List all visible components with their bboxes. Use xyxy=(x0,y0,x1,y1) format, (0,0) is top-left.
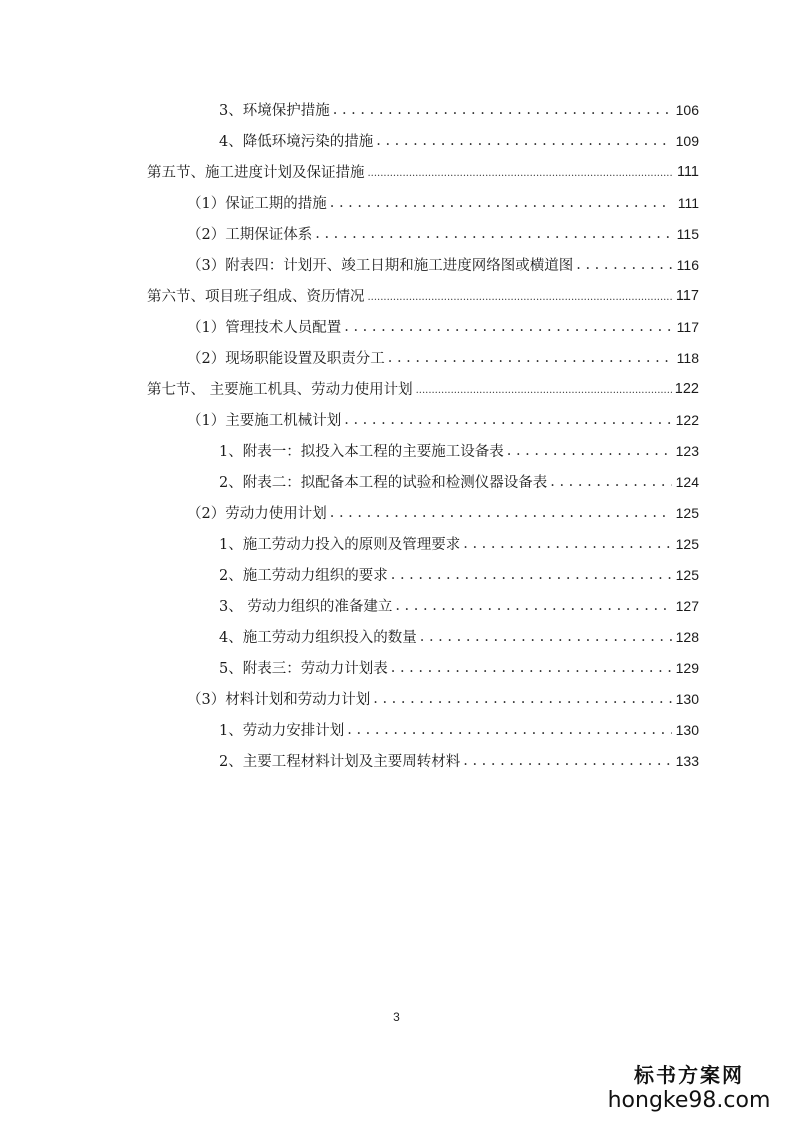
toc-entry[interactable] xyxy=(0,125,793,156)
toc-dot-leader xyxy=(344,411,672,429)
table-of-contents xyxy=(0,94,793,776)
toc-entry[interactable] xyxy=(0,280,793,311)
toc-dot-leader xyxy=(463,752,672,770)
toc-entry[interactable] xyxy=(0,404,793,435)
toc-entry-page: 116 xyxy=(676,256,699,273)
toc-dot-leader xyxy=(344,318,672,336)
toc-dot-leader xyxy=(376,132,672,150)
toc-entry-title: 2、附表二：拟配备本工程的试验和检测仪器设备表 xyxy=(219,475,548,491)
toc-entry[interactable] xyxy=(0,187,793,218)
toc-entry-page: 115 xyxy=(676,225,699,242)
toc-entry[interactable] xyxy=(0,466,793,497)
toc-entry-title: 2、施工劳动力组织的要求 xyxy=(219,568,388,584)
toc-entry-page: 125 xyxy=(675,535,699,552)
watermark-url: hongke98.com xyxy=(607,1088,771,1113)
toc-entry-title: （1）管理技术人员配置 xyxy=(187,320,342,336)
toc-entry-page: 122 xyxy=(675,411,699,428)
toc-dot-leader xyxy=(330,504,672,522)
toc-entry[interactable] xyxy=(0,311,793,342)
page-number: 3 xyxy=(393,1010,400,1024)
toc-dot-leader xyxy=(388,349,672,367)
toc-entry-page: 109 xyxy=(675,132,699,149)
toc-entry[interactable] xyxy=(0,435,793,466)
toc-entry-page: 129 xyxy=(675,659,699,676)
toc-entry-page: 128 xyxy=(675,628,699,645)
toc-entry-title: 第六节、项目班子组成、资历情况 xyxy=(147,289,365,305)
toc-entry-page: 122 xyxy=(674,380,699,397)
toc-entry-title: 第五节、施工进度计划及保证措施 xyxy=(147,165,365,181)
watermark-logo xyxy=(599,1062,779,1114)
toc-dot-leader xyxy=(463,535,672,553)
toc-dot-leader xyxy=(330,194,672,212)
toc-entry-title: 4、施工劳动力组织投入的数量 xyxy=(219,630,417,646)
toc-entry-title: 3、 劳动力组织的准备建立 xyxy=(219,599,393,615)
toc-entry-page: 111 xyxy=(677,194,699,211)
toc-entry-title: （1）保证工期的措施 xyxy=(187,196,327,212)
toc-dot-leader xyxy=(315,225,672,243)
toc-entry[interactable] xyxy=(0,342,793,373)
toc-entry[interactable] xyxy=(0,652,793,683)
toc-entry[interactable] xyxy=(0,249,793,280)
toc-entry-page: 106 xyxy=(675,101,699,118)
toc-entry[interactable] xyxy=(0,497,793,528)
toc-entry[interactable] xyxy=(0,559,793,590)
toc-entry-title: 4、降低环境污染的措施 xyxy=(219,134,374,150)
toc-dot-leader xyxy=(395,597,672,615)
toc-entry[interactable] xyxy=(0,218,793,249)
toc-dot-leader xyxy=(373,690,672,708)
toc-entry-title: （2）工期保证体系 xyxy=(187,227,313,243)
toc-entry[interactable] xyxy=(0,373,793,404)
toc-entry-page: 123 xyxy=(675,442,699,459)
toc-entry[interactable] xyxy=(0,745,793,776)
toc-entry-title: 5、附表三：劳动力计划表 xyxy=(219,661,388,677)
toc-entry-page: 133 xyxy=(675,752,699,769)
toc-entry-title: 1、劳动力安排计划 xyxy=(219,723,345,739)
toc-entry-page: 117 xyxy=(676,318,699,335)
toc-entry-page: 117 xyxy=(675,287,699,304)
toc-entry-page: 124 xyxy=(675,473,699,490)
toc-entry-page: 111 xyxy=(676,163,699,180)
toc-entry-page: 127 xyxy=(675,597,699,614)
toc-entry-page: 130 xyxy=(675,721,699,738)
toc-entry-title: 2、主要工程材料计划及主要周转材料 xyxy=(219,754,461,770)
toc-entry-page: 125 xyxy=(675,566,699,583)
toc-entry[interactable] xyxy=(0,621,793,652)
toc-entry-title: 3、环境保护措施 xyxy=(219,103,330,119)
toc-entry-title: （2）现场职能设置及职责分工 xyxy=(187,351,385,367)
toc-entry[interactable] xyxy=(0,714,793,745)
toc-entry-page: 118 xyxy=(676,349,699,366)
toc-dot-leader xyxy=(347,721,672,739)
toc-dot-leader xyxy=(391,659,672,677)
toc-dot-leader xyxy=(420,628,672,646)
toc-dot-leader xyxy=(507,442,672,460)
toc-dot-leader xyxy=(391,566,672,584)
toc-entry[interactable] xyxy=(0,683,793,714)
toc-entry-title: （3）材料计划和劳动力计划 xyxy=(187,692,371,708)
toc-entry[interactable] xyxy=(0,94,793,125)
watermark-title: 标书方案网 xyxy=(634,1063,744,1087)
toc-entry-title: 第七节、 主要施工机具、劳动力使用计划 xyxy=(147,382,413,398)
toc-dot-leader xyxy=(550,473,672,491)
toc-entry[interactable] xyxy=(0,590,793,621)
toc-entry[interactable] xyxy=(0,156,793,187)
toc-entry-page: 130 xyxy=(675,690,699,707)
toc-entry-title: 1、施工劳动力投入的原则及管理要求 xyxy=(219,537,461,553)
toc-dot-leader xyxy=(576,256,672,274)
toc-dot-leader xyxy=(416,380,672,398)
toc-entry-page: 125 xyxy=(675,504,699,521)
toc-entry-title: 1、附表一：拟投入本工程的主要施工设备表 xyxy=(219,444,504,460)
toc-entry[interactable] xyxy=(0,528,793,559)
toc-entry-title: （2）劳动力使用计划 xyxy=(187,506,327,522)
toc-dot-leader xyxy=(368,287,673,305)
toc-dot-leader xyxy=(368,163,673,181)
toc-entry-title: （1）主要施工机械计划 xyxy=(187,413,342,429)
toc-entry-title: （3）附表四：计划开、竣工日期和施工进度网络图或横道图 xyxy=(187,258,574,274)
toc-dot-leader xyxy=(333,101,672,119)
